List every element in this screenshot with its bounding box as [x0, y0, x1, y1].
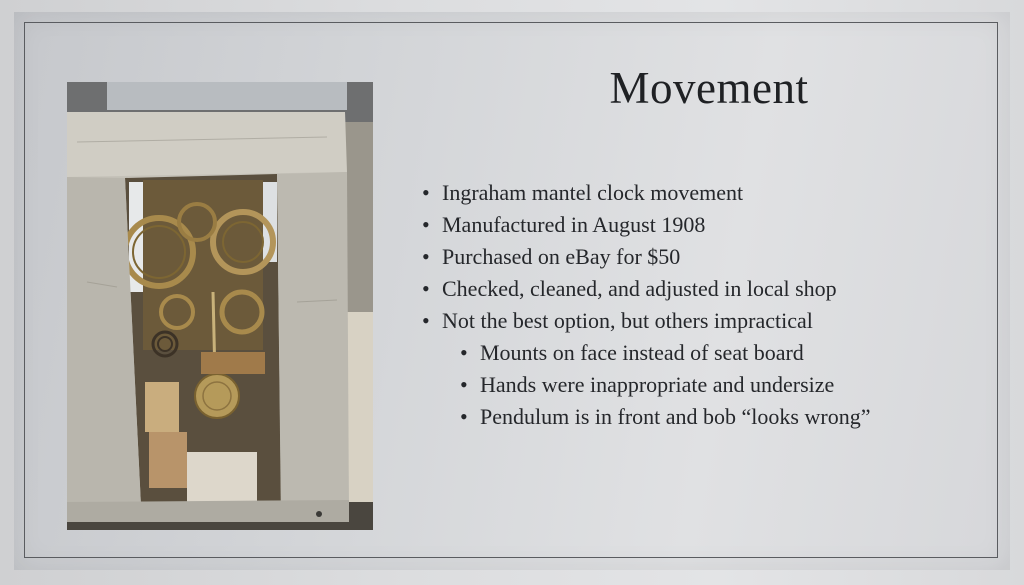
bullet-item: • Purchased on eBay for $50: [412, 241, 992, 273]
slide-title: Movement: [609, 63, 809, 113]
bullet-item: • Checked, cleaned, and adjusted in local shop: [412, 273, 992, 305]
sub-bullet-item: • Pendulum is in front and bob “looks wrong”: [412, 401, 992, 433]
bullet-item: • Ingraham mantel clock movement: [412, 177, 992, 209]
bullet-list: [412, 177, 992, 433]
sub-bullet-item: • Mounts on face instead of seat board: [412, 337, 992, 369]
slide: [14, 12, 1010, 570]
sub-bullet-item: • Hands were inappropriate and undersize: [412, 369, 992, 401]
clock-movement-photo: [67, 82, 373, 530]
bullet-item: • Not the best option, but others impractical: [412, 305, 992, 337]
bullet-item: • Manufactured in August 1908: [412, 209, 992, 241]
